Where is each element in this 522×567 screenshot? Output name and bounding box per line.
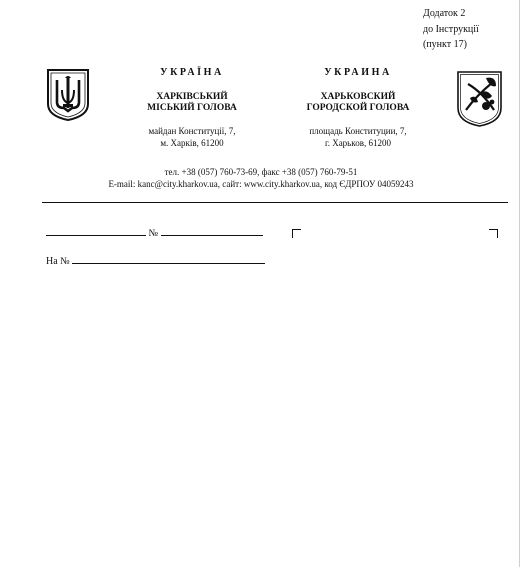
mayor-title-ua: [112, 92, 272, 114]
address-ua-line-1: майдан Конституції, 7,: [148, 126, 236, 136]
header-russian: [278, 66, 438, 149]
phone-fax-line: тел. +38 (057) 760-73-69, факс +38 (057) 760-79-51: [164, 167, 358, 177]
mayor-title-ru: [278, 92, 438, 114]
mayor-title-ua-line-1: ХАРКІВСЬКИЙ: [156, 92, 228, 102]
outgoing-number-field: [46, 226, 263, 239]
annex-line-2: до Інструкції: [423, 23, 479, 35]
header-ukrainian: [112, 66, 272, 149]
mayor-title-ru-line-1: ХАРЬКОВСКИЙ: [320, 92, 396, 102]
kharkiv-city-emblem-icon: [456, 70, 503, 128]
addressee-bracket-left: [292, 229, 301, 238]
annex-line-1: Додаток 2: [423, 8, 466, 19]
address-ua-line-2: м. Харків, 61200: [160, 138, 224, 148]
country-name-ua: УКРАЇНА: [160, 67, 224, 78]
reply-to-field: [46, 254, 265, 267]
address-ru-line-1: площадь Конституции, 7,: [309, 126, 407, 136]
ukraine-trident-emblem-icon: [46, 68, 90, 122]
address-ru-line-2: г. Харьков, 61200: [325, 138, 391, 148]
reply-to-blank: [72, 254, 265, 264]
email-website-line: E-mail: kanc@city.kharkov.ua, сайт: www.city.kharkov.ua, код ЄДРПОУ 04059243: [108, 179, 414, 189]
outgoing-number-blank: [161, 226, 263, 236]
addressee-bracket-right: [489, 229, 498, 238]
mayor-title-ru-line-2: ГОРОДСКОЙ ГОЛОВА: [306, 103, 410, 113]
number-sign: №: [148, 228, 159, 239]
page-edge: [519, 0, 520, 567]
annex-note: [423, 6, 479, 53]
address-ua: [112, 125, 272, 149]
address-ru: [278, 125, 438, 149]
header-divider: [42, 202, 508, 203]
reply-to-label: На №: [46, 256, 70, 267]
annex-line-3: (пункт 17): [423, 39, 467, 50]
contact-info: [0, 166, 522, 190]
country-name-ru: УКРАИНА: [324, 67, 392, 78]
mayor-title-ua-line-2: МІСЬКИЙ ГОЛОВА: [147, 103, 237, 113]
outgoing-date-blank: [46, 226, 146, 236]
